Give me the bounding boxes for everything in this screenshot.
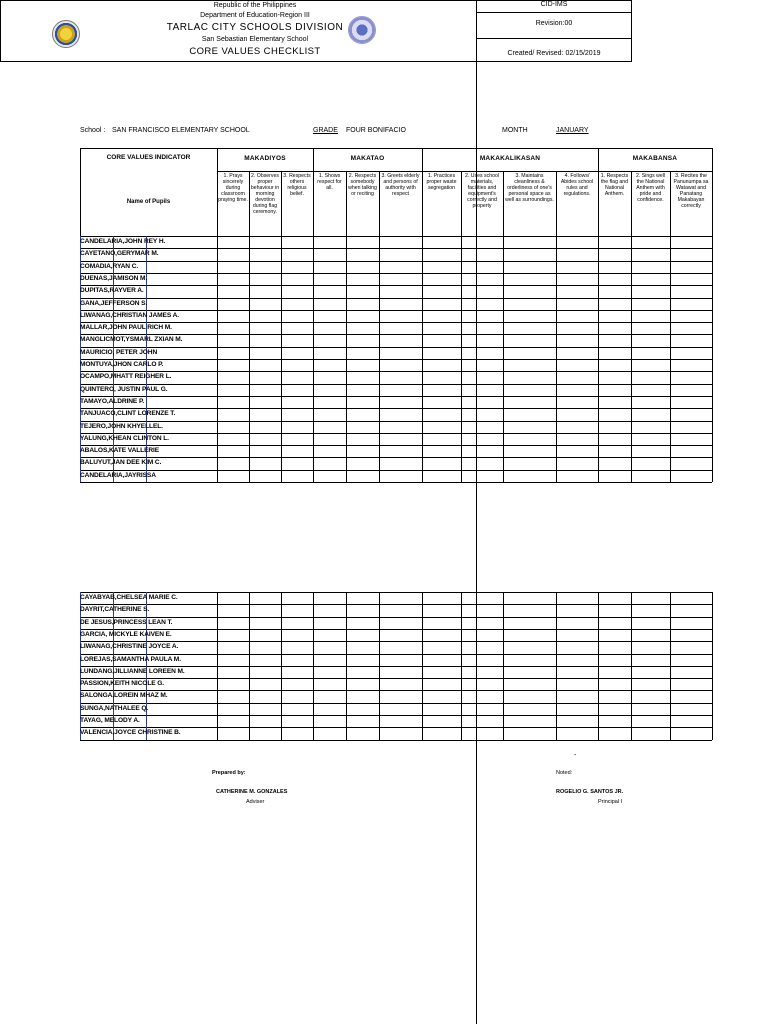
table-row-line [80,384,712,385]
table-row-line [80,298,712,299]
table-row-line [80,641,712,642]
table-border [503,592,504,740]
grade-value: FOUR BONIFACIO [346,127,406,134]
prepared-by-label: Prepared by: [212,770,246,776]
boy-pupil-name: DUENAS,JAMISON M. [80,275,148,282]
table-row-line [80,261,712,262]
table-border [379,592,380,740]
table-row-line [80,445,712,446]
boy-pupil-name: TEJERO,JOHN KHYELLEL. [80,423,163,430]
table-border [556,592,557,740]
table-border [461,236,462,482]
boy-pupil-name: BALUYUT,JAN DEE KIM C. [80,459,162,466]
table-border [503,236,504,482]
boy-pupil-name: MALLAR,JOHN PAUL RICH M. [80,324,172,331]
table-border [422,171,423,236]
table-row-line [80,359,712,360]
indicator-cell: 3. Maintains cleanliness & orderliness of one's personal space as well as surroundings. [505,173,554,203]
girl-pupil-name: LOREJAS,SAMANTHA PAULA M. [80,656,181,663]
boy-pupil-name: GANA,JEFFERSON S. [80,300,148,307]
table-row-line [80,470,712,471]
table-border [313,236,314,482]
table-border [670,592,671,740]
table-border [631,171,632,236]
girl-pupil-name: CAYABYAB,CHELSEA MARIE C. [80,594,178,601]
boy-pupil-name: MONTUYA,JHON CARLO P. [80,361,164,368]
table-border [461,592,462,740]
table-border [670,171,671,236]
boy-pupil-name: MAURICIO, PETER JOHN [80,349,158,356]
header-division: TARLAC CITY SCHOOLS DIVISION [166,22,344,33]
table-border [670,236,671,482]
indicator-cell: 1. Respects the flag and National Anthem. [600,173,629,197]
table-row-line [80,457,712,458]
table-border [217,148,218,236]
girl-pupil-name: LIWANAG,CHRISTINE JOYCE A. [80,643,179,650]
table-row-line [80,654,712,655]
table-row-line [80,236,712,237]
table-row-line [80,592,712,593]
principal-title: Principal I [598,799,623,805]
table-border [379,171,380,236]
table-border [598,171,599,236]
indicator-cell: 1. Practices proper waste segregation [426,173,457,191]
indicator-cell: 2. Sings well the National Anthem with pride and confidence. [635,173,666,203]
table-border [422,236,423,482]
table-row-line [80,248,712,249]
group-makatao: MAKATAO [350,155,385,162]
boy-pupil-name: TANJUACO,CLINT LORENZE T. [80,410,176,417]
boy-pupil-name: MANGLICMOT,YSMARL ZXIAN M. [80,336,183,343]
girl-pupil-name: DE JESUS,PRINCESS LEAN T. [80,619,173,626]
table-row-line [80,408,712,409]
boy-pupil-name: COMADIA,RYAN C. [80,263,139,270]
adviser-title: Adviser [246,799,265,805]
table-border [346,171,347,236]
principal-name: ROGELIO G. SANTOS JR. [556,789,624,795]
header-republic: Republic of the Philippines [213,2,297,9]
group-makabansa: MAKABANSA [632,155,678,162]
table-row-line [80,396,712,397]
table-border [281,171,282,236]
boy-pupil-name: QUINTERO, JUSTIN PAUL G. [80,386,168,393]
table-border [712,148,713,236]
table-row-line [80,678,712,679]
table-border [346,592,347,740]
indicator-cell: 2. Respects somebody when talking or reciting [348,173,377,197]
table-row-line [80,433,712,434]
table-row-line [80,322,712,323]
table-row-line [80,334,712,335]
indicator-cell: 4. Follows/ Abides school rules and regulations. [560,173,594,197]
indicator-cell: 3. Recites the Panunumpa sa Watawat and Panatang Makabayan correctly [673,173,709,209]
grade-label: GRADE [313,127,338,134]
boy-pupil-name: LIWANAG,CHRISTIAN JAMES A. [80,312,179,319]
document-title: CORE VALUES CHECKLIST [189,46,321,57]
header-revision: Revision:00 [535,20,573,27]
table-row-line [80,285,712,286]
table-border [80,148,81,236]
table-row-line [80,617,712,618]
month-label: MONTH [502,127,528,134]
table-border [313,592,314,740]
table-border [217,236,218,482]
table-row-line [80,666,712,667]
table-row-line [80,421,712,422]
table-border [249,236,250,482]
adviser-name: CATHERINE M. GONZALES [216,789,288,795]
indicator-cell: 1. Prays sincerely during classroom praying time. [218,173,248,203]
table-row-line [80,482,712,483]
indicator-cell: 3. Respects others religious belief. [283,173,311,197]
boy-pupil-name: CANDELARIA,JAYRISSA [80,472,156,479]
table-border [631,592,632,740]
footer-mark: - [574,752,577,759]
core-values-indicator-header: CORE VALUES INDICATOR [106,154,191,161]
indicator-cell: 2. Uses school materials, facilities and equipment's correctly and property [464,173,500,209]
name-of-pupils-header: Name of Pupils [126,199,171,205]
table-border [281,592,282,740]
table-row-line [80,273,712,274]
document-header [0,0,632,62]
table-border [631,236,632,482]
girl-pupil-name: DAYRIT,CATHERINE S. [80,606,150,613]
noted-label: Noted: [556,770,573,776]
table-border [556,236,557,482]
indicator-cell: 3. Greets elderly and persons of authority with respect [381,173,420,197]
girl-pupil-name: TAYAG, MELODY A. [80,717,140,724]
header-divider [476,0,477,1024]
table-row-line [80,740,712,741]
boy-pupil-name: TAMAYO,ALDRINE P. [80,398,145,405]
group-makakalikasan: MAKAKALIKASAN [479,155,541,162]
boy-pupil-name: DUPITAS,RAYVER A. [80,287,144,294]
table-border [346,236,347,482]
girl-pupil-name: PASSION,KEITH NICOLE G. [80,680,165,687]
table-border [422,592,423,740]
girl-pupil-name: VALENCIA,JOYCE CHRISTINE B. [80,729,181,736]
table-border [249,171,250,236]
girl-pupil-name: SALONGA,LOREIN MHAZ M. [80,692,168,699]
girl-pupil-name: LUNDANG,JILLIANNE LOREEN M. [80,668,185,675]
table-border [249,592,250,740]
header-cid: CID-IMS [540,1,568,8]
header-created-date: Created/ Revised: 02/15/2019 [507,50,601,57]
boy-pupil-name: ABALOS,KATE VALLERIE [80,447,160,454]
table-border [461,171,462,236]
table-row-line [80,727,712,728]
group-makadiyos: MAKADIYOS [244,155,286,162]
table-border [313,171,314,236]
header-row-line [476,12,632,13]
boy-pupil-name: OCAMPO,MHATT REIGHER L. [80,373,172,380]
table-border [80,148,712,149]
name-column-divider [113,236,114,482]
table-row-line [80,371,712,372]
girl-pupil-name: GARCIA, MICKYLE KAIVEN E. [80,631,172,638]
indicator-cell: 1. Shows respect for all. [317,173,342,191]
table-border [598,236,599,482]
table-row-line [80,690,712,691]
name-column-divider [146,592,147,740]
table-row-line [80,310,712,311]
month-value: JANUARY [556,127,589,134]
table-row-line [80,629,712,630]
table-border [281,236,282,482]
table-row-line [80,703,712,704]
deped-division-seal-icon [52,20,80,48]
girl-pupil-name: SUNGA,NATHALEE Q. [80,705,149,712]
school-label: School : [80,127,106,134]
table-border [379,236,380,482]
header-row-line [476,38,632,39]
table-row-line [80,604,712,605]
indicator-cell: 2. Observes proper behaviour in morning devotion during flag ceremony. [250,173,280,215]
boy-pupil-name: CANDELARIA,JOHN REY H. [80,238,166,245]
table-border [556,171,557,236]
name-column-divider [146,236,147,482]
boy-pupil-name: CAYETANO,GERYMAR M. [80,250,159,257]
boy-pupil-name: YALUNG,KHEAN CLINTON L. [80,435,169,442]
table-border [712,236,713,482]
table-border [598,592,599,740]
header-department: Department of Education-Region III [200,12,310,19]
table-border [217,171,712,172]
table-border [503,171,504,236]
table-row-line [80,715,712,716]
header-school-name: San Sebastian Elementary School [201,36,309,43]
table-border [712,592,713,740]
table-border [80,236,81,482]
table-border [217,592,218,740]
table-row-line [80,347,712,348]
school-value: SAN FRANCISCO ELEMENTARY SCHOOL [112,127,250,134]
